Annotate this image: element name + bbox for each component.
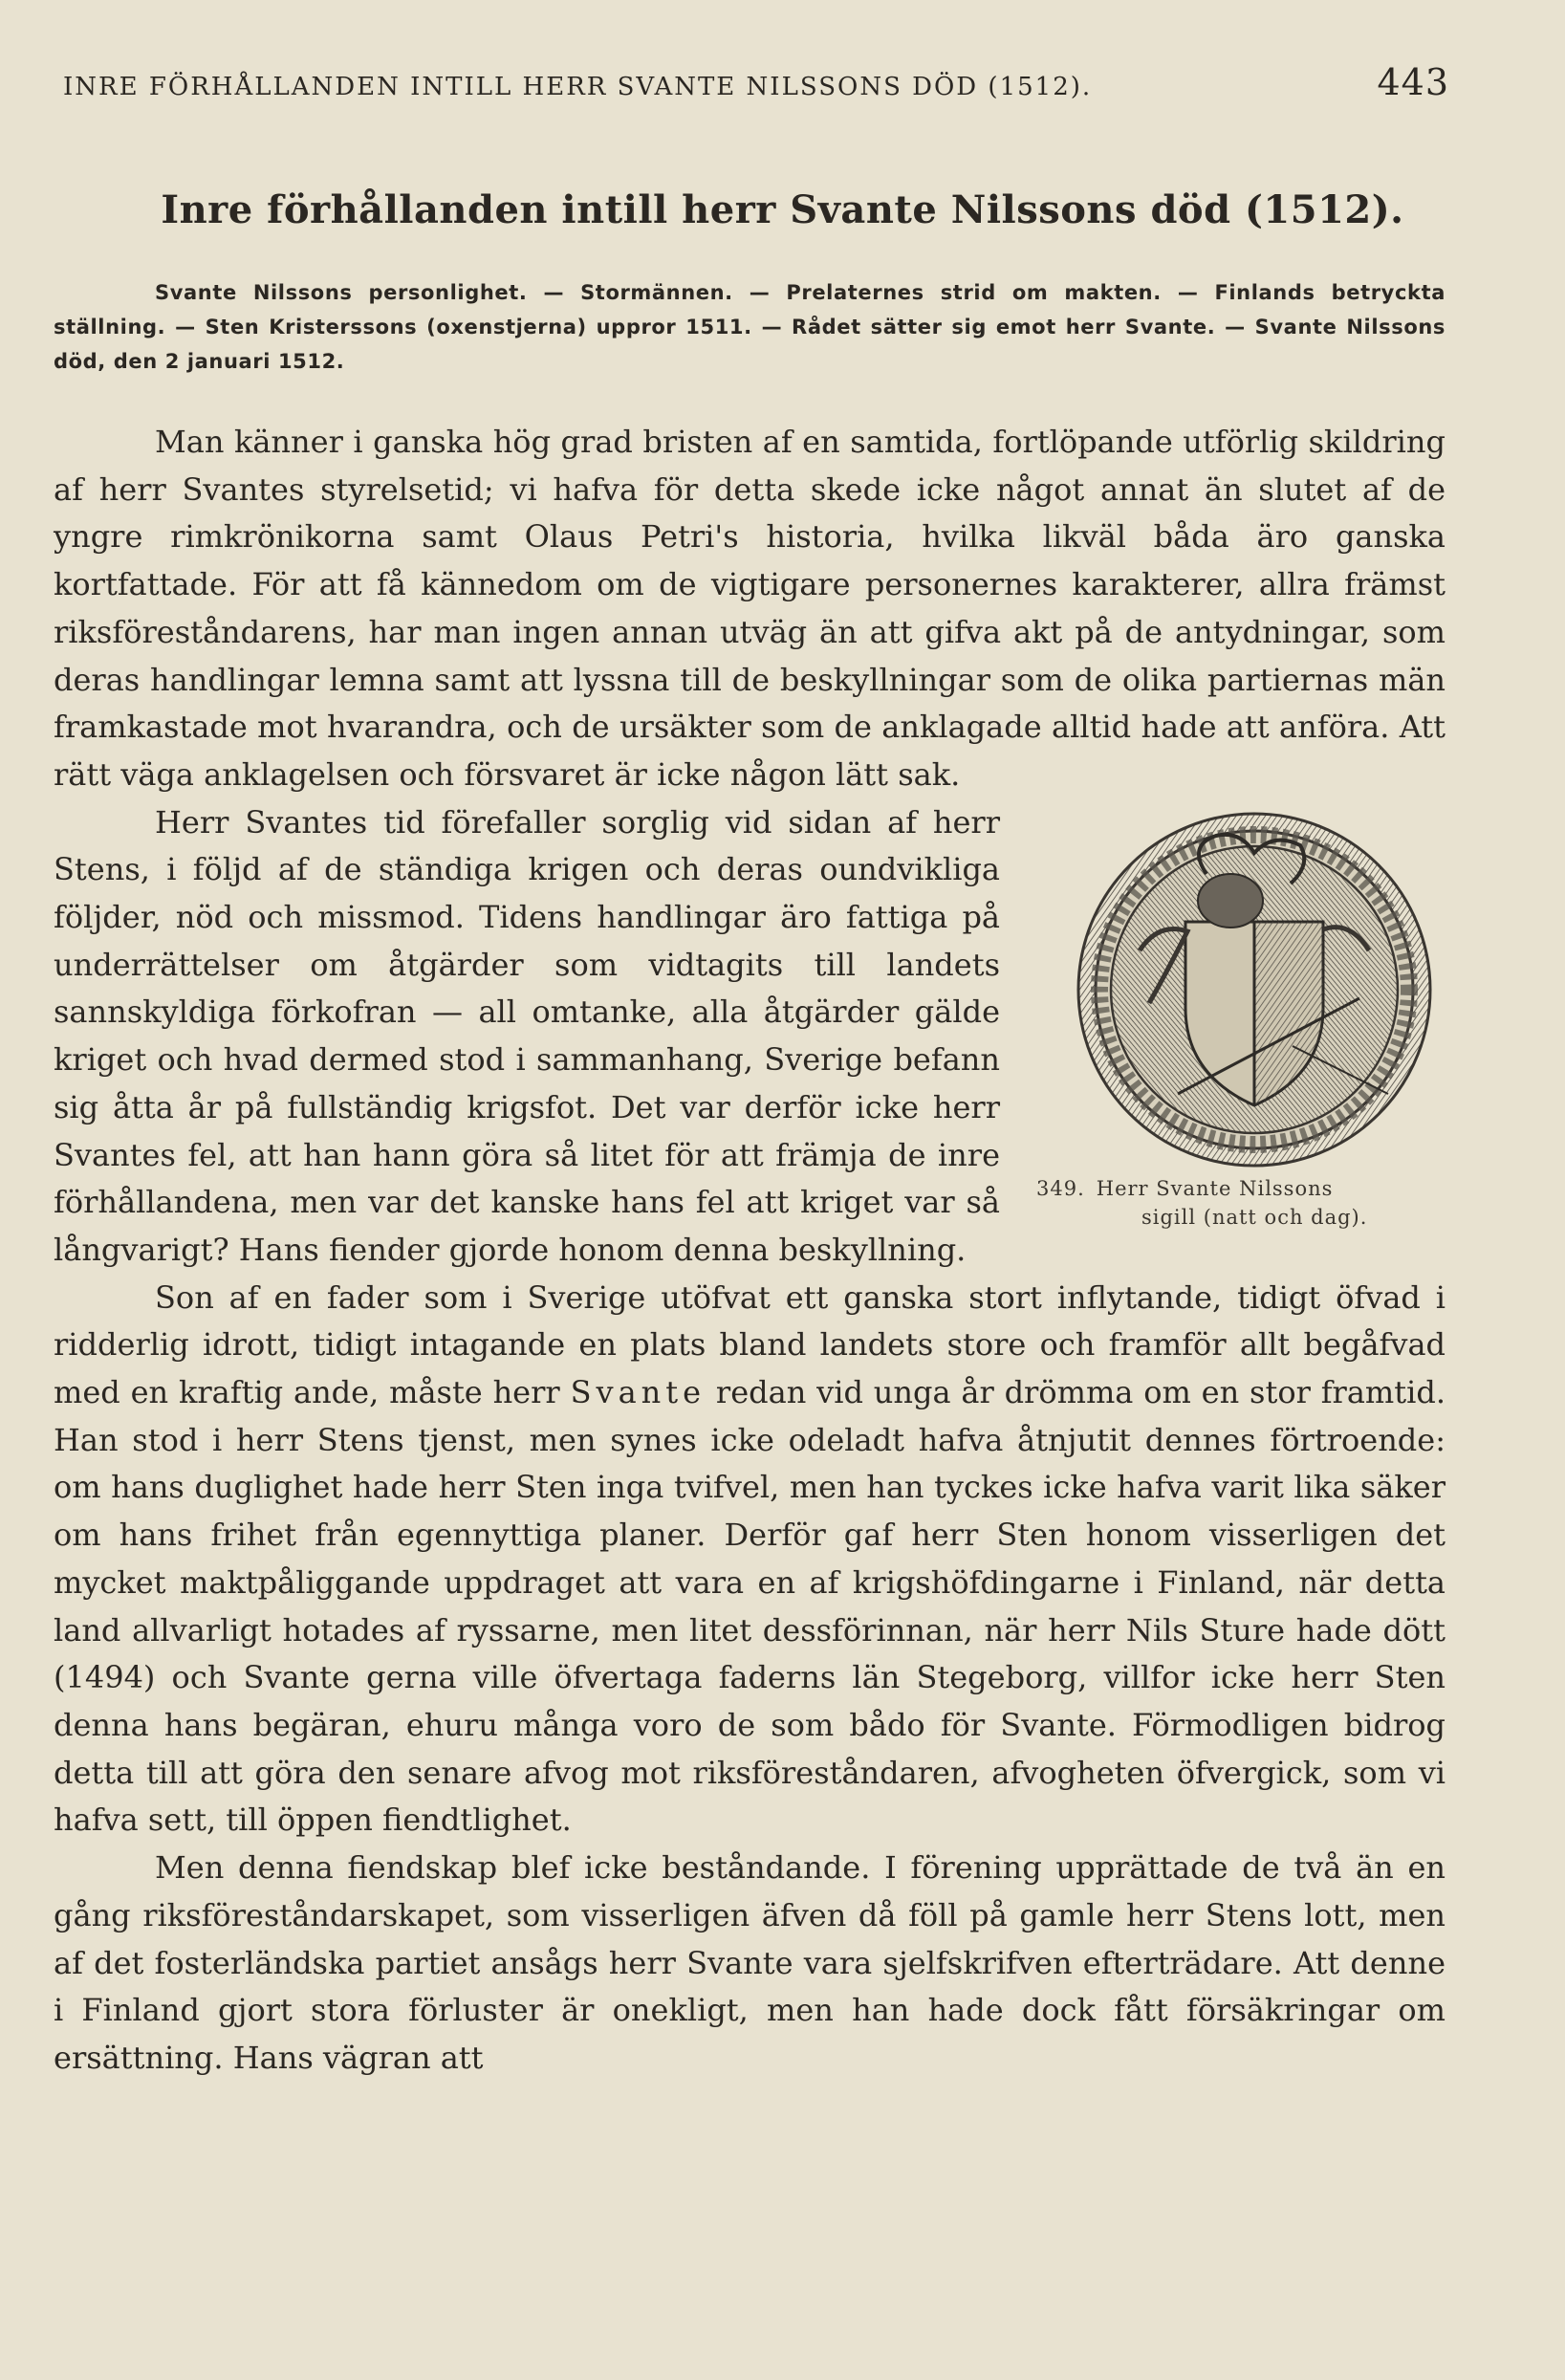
paragraph-1: Man känner i ganska hög grad bristen af en samtida, fortlöpande utförlig skildring af herr Svantes styrelsetid; vi hafva för detta skede icke något annat än slutet af de yngre rimkrönikorna samt Olaus Petri's historia, hvilka likväl båda äro ganska kortfattade. För att få kännedom om de vigtigare personernes karakterer, allra främst riksföreståndarens, har man ingen annan utväg än att gifva akt på de antydningar, som deras handlingar lemna samt att lyssna till de beskyllningar som de olika partiernas män framkastade mot hvarandra, och de ursäkter som de anklagade alltid hade att anföra. Att rätt väga anklagelsen och försvaret är icke någon lätt sak.: [54, 424, 1445, 793]
paragraph-3: [54, 1275, 1445, 1845]
paragraph-3-part-b: redan vid unga år drömma om en stor framtid. Han stod i herr Stens tjenst, men synes icke odeladt hafva åtnjutit dennes förtroende: om hans duglighet hade herr Sten inga tvifvel, men han tyckes icke hafva varit lika säker om hans frihet från egennyttiga planer. Derför gaf herr Sten honom visserligen det mycket maktpåliggande uppdraget att vara en af krigshöfdingarne i Finland, när detta land allvarligt hotades af ryssarne, men litet dessförinnan, när herr Nils Sture hade dött (1494) och Svante gerna ville öfvertaga faderns län Stegeborg, villfor icke herr Sten denna hans begäran, ehuru många voro de som bådo för Svante. Förmodligen bidrog detta till att göra den senare afvog mot riksföreståndaren, afvogheten öfvergick, som vi hafva sett, till öppen fiendtlighet.: [54, 1374, 1446, 1839]
paragraph-4: Men denna fiendskap blef icke beståndande. I förening upprättade de två än en gång riksföreståndarskapet, som visserligen äfven då föll på gamle herr Stens lott, men af det fosterländska partiet ansågs herr Svante vara sjelfskrifven efterträdare. Att denne i Finland gjort stora förluster är onekligt, men han hade dock fått försäkringar om ersättning. Hans vägran att: [54, 1849, 1445, 2076]
seal-image: [1073, 807, 1436, 1172]
figure-caption: [1036, 1174, 1445, 1232]
body-text: [54, 419, 1445, 2083]
spaced-name-svante: Svante: [570, 1374, 706, 1411]
caption-line-1: Herr Svante Nilssons: [1096, 1176, 1334, 1200]
caption-line-2: sigill (natt och dag).: [1141, 1205, 1368, 1229]
seal-illustration: [1073, 807, 1436, 1172]
chapter-heading: Inre förhållanden intill herr Svante Nilssons död (1512).: [161, 187, 1404, 232]
running-head-title: INRE FÖRHÅLLANDEN INTILL HERR SVANTE NILSSONS DÖD (1512).: [63, 73, 1093, 101]
page-number: 443: [1377, 61, 1449, 103]
chapter-summary: Svante Nilssons personlighet. — Stormännen. — Prelaternes strid om makten. — Finlands betryckta ställning. — Sten Kristerssons (oxenstjerna) uppror 1511. — Rådet sätter sig emot herr Svante. — Svante Nilssons död, den 2 januari 1512.: [54, 281, 1445, 373]
paragraph-3-part-a: Son af en fader som i Sverige utöfvat ett ganska stort inflytande, tidigt öfvad i ridderlig idrott, tidigt intagande en plats bland landets store och framför allt begåfvad med en kraftig ande, måste herr: [54, 1278, 1445, 1411]
running-head: [63, 61, 1449, 103]
seal-figure: [1036, 807, 1445, 1237]
paragraph-2: Herr Svantes tid förefaller sorglig vid sidan af herr Stens, i följd af de ständiga krigen och deras oundvikliga följder, nöd och missmod. Tidens handlingar äro fattiga på underrättelser om åtgärder som vidtagits till landets sannskyldiga förkofran — all omtanke, alla åtgärder gälde kriget och hvad dermed stod i sammanhang, Sverige befann sig åtta år på fullständig krigsfot. Det var derför icke herr Svantes fel, att han hann göra så litet för att främja de inre förhållandena, men var det kanske hans fel att kriget var så långvarigt? Hans fiender gjorde honom denna beskyllning.: [54, 803, 1000, 1268]
figure-number: 349.: [1036, 1176, 1085, 1200]
